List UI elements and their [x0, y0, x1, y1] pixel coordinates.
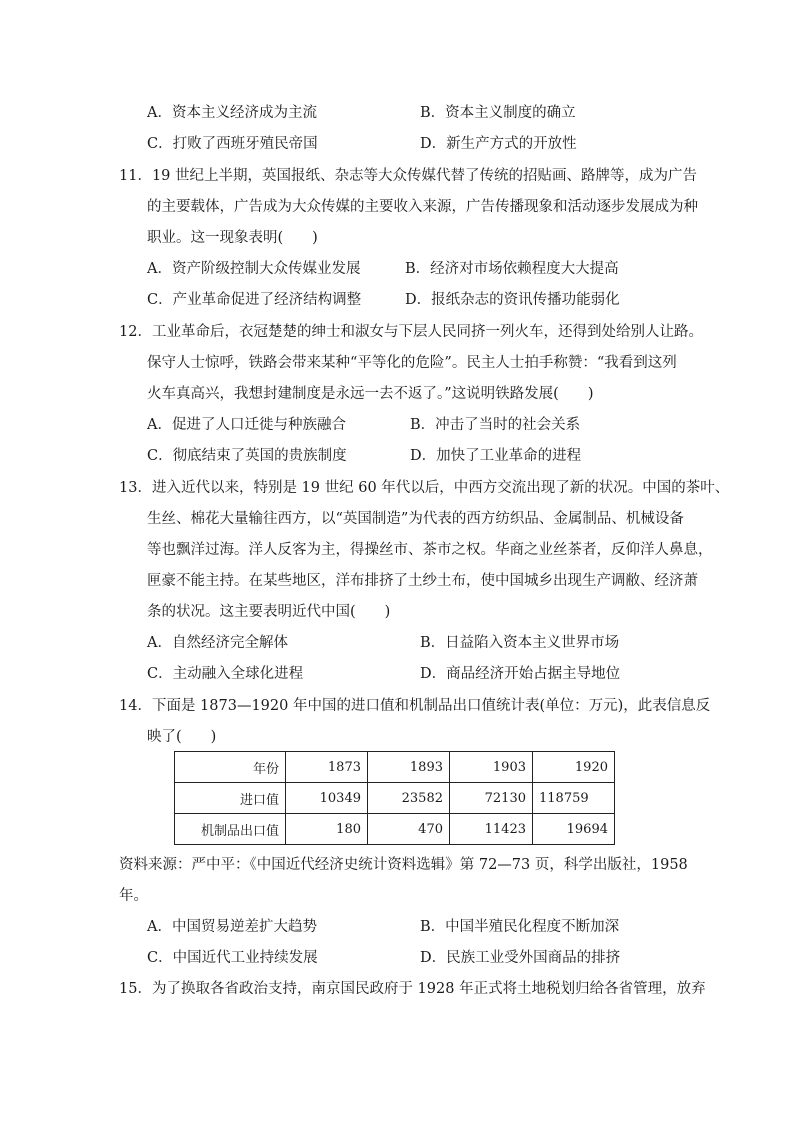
q10-option-b: B．资本主义制度的确立: [420, 105, 576, 121]
table-cell: 72130: [450, 783, 533, 814]
q14-source-line-1: 资料来源：严中平：《中国近代经济史统计资料选辑》第 72—73 页，科学出版社，1958: [119, 857, 688, 873]
q12-option-d: D．加快了工业革命的进程: [410, 448, 582, 464]
q11-option-b: B．经济对市场依赖程度大大提高: [405, 261, 619, 277]
q13-option-c: C．主动融入全球化进程: [147, 666, 304, 682]
q13-option-d: D．商品经济开始占据主导地位: [420, 666, 621, 682]
q12-stem-line-1: 12．工业革命后，衣冠楚楚的绅士和淑女与下层人民同挤一列火车，还得到处给别人让路。: [119, 324, 703, 340]
q14-option-d: D．民族工业受外国商品的排挤: [420, 950, 621, 966]
table-cell: 23582: [368, 783, 450, 814]
q14-stem-line-2: 映了( ): [147, 729, 217, 745]
q14-option-c: C．中国近代工业持续发展: [147, 950, 318, 966]
table-cell: 进口值: [175, 783, 286, 814]
q11-option-c: C．产业革命促进了经济结构调整: [147, 292, 362, 308]
table-header-cell: 1903: [450, 752, 533, 783]
q11-option-a: A．资产阶级控制大众传媒业发展: [147, 261, 361, 277]
table-header-cell: 1893: [368, 752, 450, 783]
q12-stem-line-3: 火车真高兴，我想封建制度是永远一去不返了。”这说明铁路发展( ): [147, 386, 594, 402]
q13-stem-line-4: 匣豪不能主持。在某些地区，洋布排挤了土纱土布，使中国城乡出现生产调敝、经济萧: [147, 573, 698, 589]
table-cell: 470: [368, 814, 450, 845]
table-cell: 10349: [286, 783, 368, 814]
q12-stem-line-2: 保守人士惊呼，铁路会带来某种“平等化的危险”。民主人士拍手称赞：“我看到这列: [147, 355, 677, 371]
table-header-row: [175, 752, 615, 783]
table-header-cell: 1873: [286, 752, 368, 783]
q11-stem-line-2: 的主要载体，广告成为大众传媒的主要收入来源，广告传播现象和活动逐步发展成为种: [147, 199, 698, 215]
q13-stem-line-5: 条的状况。这主要表明近代中国( ): [147, 604, 391, 620]
q14-source-line-2: 年。: [119, 888, 148, 904]
table-cell: 118759: [533, 783, 615, 814]
q14-option-b: B．中国半殖民化程度不断加深: [420, 919, 620, 935]
q15-stem-line-1: 15．为了换取各省政治支持，南京国民政府于 1928 年正式将土地税划归给各省管理，放弃: [119, 981, 706, 997]
q13-option-b: B．日益陷入资本主义世界市场: [420, 635, 620, 651]
q11-option-d: D．报纸杂志的资讯传播功能弱化: [405, 292, 620, 308]
q10-option-a: A．资本主义经济成为主流: [147, 105, 317, 121]
table-cell: 机制品出口值: [175, 814, 286, 845]
q10-option-d: D．新生产方式的开放性: [420, 136, 577, 152]
table-row: [175, 814, 615, 845]
q13-stem-line-3: 等也飘洋过海。洋人反客为主，得操丝市、茶市之权。华商之业丝茶者，反仰洋人鼻息，: [147, 542, 713, 558]
q13-stem-line-1: 13．进入近代以来，特别是 19 世纪 60 年代以后，中西方交流出现了新的状况。中国的茶叶、: [119, 480, 730, 496]
table-cell: 19694: [533, 814, 615, 845]
table-header-cell: 年份: [175, 752, 286, 783]
q11-stem-line-3: 职业。这一现象表明( ): [147, 230, 318, 246]
q13-option-a: A．自然经济完全解体: [147, 635, 288, 651]
q12-option-a: A．促进了人口迁徙与种族融合: [147, 417, 346, 433]
statistics-table: [174, 751, 615, 845]
q14-stem-line-1: 14．下面是 1873—1920 年中国的进口值和机制品出口值统计表(单位：万元)，此表信息反: [119, 698, 711, 714]
table-row: [175, 783, 615, 814]
table-cell: 11423: [450, 814, 533, 845]
table-header-cell: 1920: [533, 752, 615, 783]
q13-stem-line-2: 生丝、棉花大量输往西方，以“英国制造”为代表的西方纺织品、金属制品、机械设备: [147, 511, 684, 527]
table-cell: 180: [286, 814, 368, 845]
q14-option-a: A．中国贸易逆差扩大趋势: [147, 919, 317, 935]
q12-option-b: B．冲击了当时的社会关系: [410, 417, 581, 433]
q10-option-c: C．打败了西班牙殖民帝国: [147, 136, 318, 152]
q11-stem-line-1: 11．19 世纪上半期，英国报纸、杂志等大众传媒代替了传统的招贴画、路牌等，成为广告: [119, 168, 698, 184]
q12-option-c: C．彻底结束了英国的贵族制度: [147, 448, 347, 464]
